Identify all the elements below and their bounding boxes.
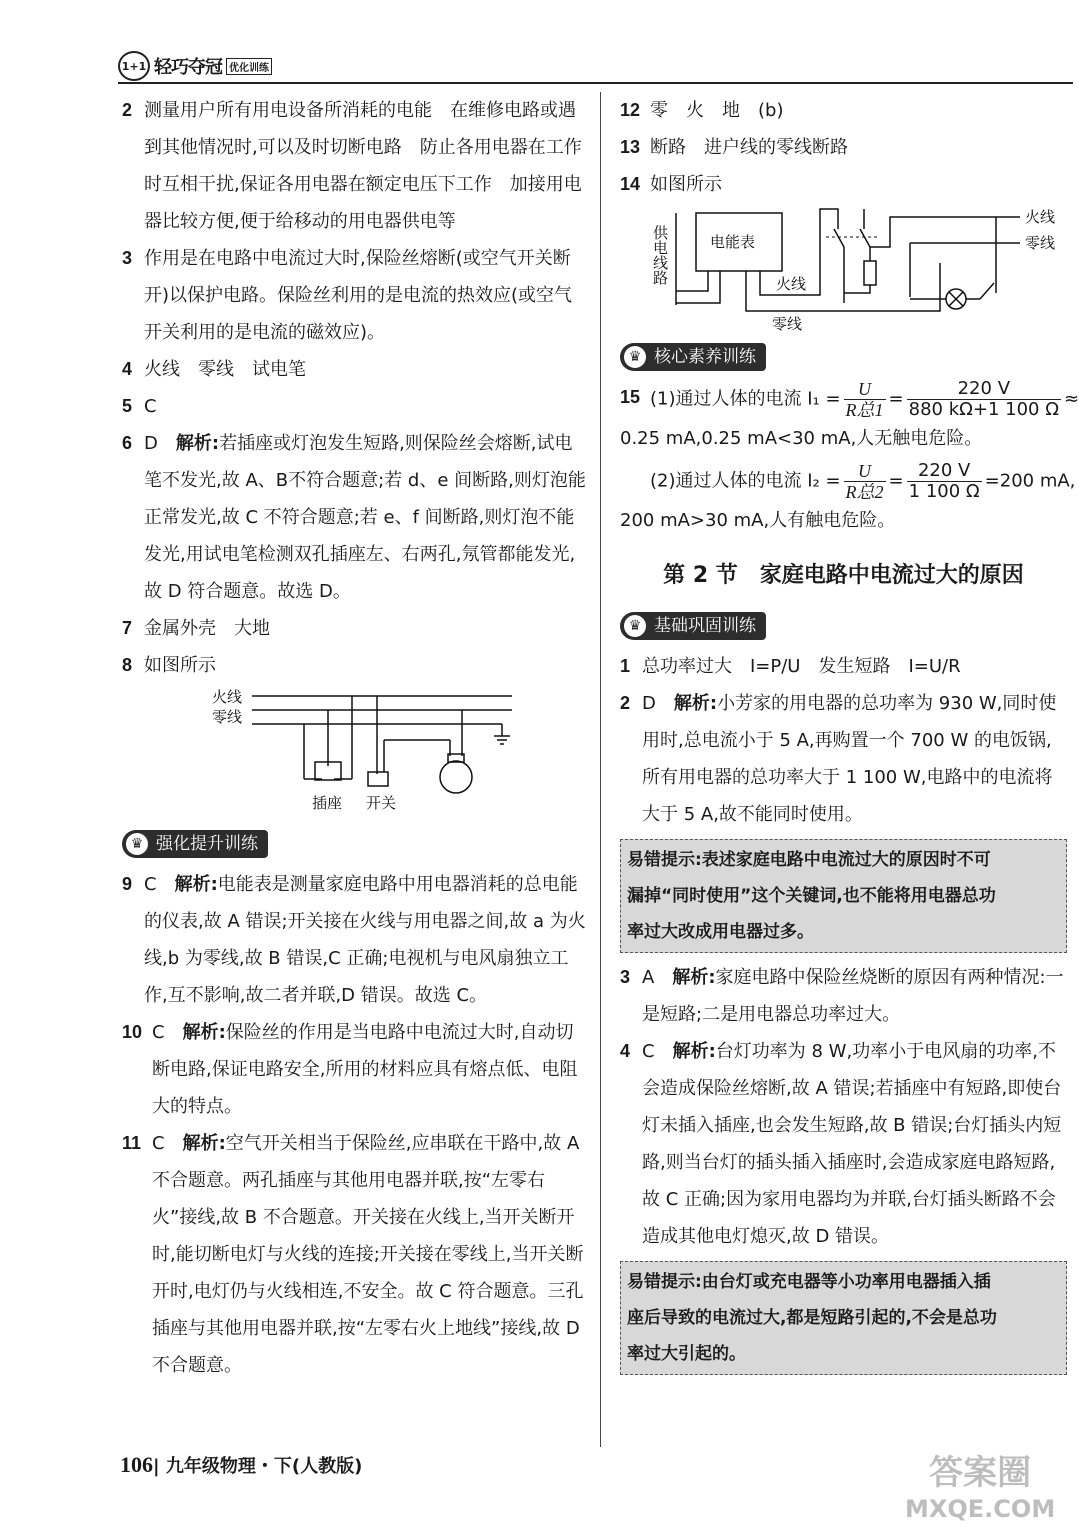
fraction: $\frac{U}{\text{R总1}}$	[845, 379, 884, 420]
watermark-url: MXQE.COM	[905, 1495, 1056, 1523]
item-number: 15	[620, 387, 641, 407]
answer-item	[122, 92, 587, 240]
error-tip-box	[620, 839, 1067, 953]
section-banner-basic	[620, 612, 766, 640]
right-column: 12 零 火 地 (b) 13 断路 进户线的零线断路 14 如图所示 供电线路 电能表 零线 火线 火线 零线 ♛ 核心素养训练 15 (1)通过人体的电流 I₁ = $\frac{U}{\text{R总1}}$ = $\frac{220 V}{880 k\Omega+1 100 \Omega}$ ≈ 0.25 mA,0.25 mA<30 mA,人无触电危险。 (2)通过人体的电流 I₂ = $\frac{U}{\text{R总2}}$ = $\frac{220 V}{1 100 \Omega}$ =200 mA, 200 mA>30 mA,人有触电危险。 第 2 节 家庭电路中电流过大的原因 ♛ 基础巩固训练 1 总功率过大 I=P/U 发生短路 I=U/R 2 D 解析:小芳家的用电器的总功率为 930 W,同时使用时,总电流小于 5 A,再购置一个 700 W 的电饭锅,所有用电器的总功率大于 1 100 W,电路中的电流将大于 5 A,故不能同时使用。 易错提示:表述家庭电路中电流过大的原因时不可 漏掉“同时使用”这个关键词,也不能将用电器总功 率过大改成用电器过多。 3 A 解析:家庭电路中保险丝烧断的原因有两种情况:一是短路;二是用电器总功率过大。 4 C 解析:台灯功率为 8 W,功率小于电风扇的功率,不会造成保险丝熔断,故 A 错误;若插座中有短路,即使台灯未插入插座,也会发生短路,故 B 错误;台灯插头内短路,则当台灯的插头插入插座时,会造成家庭电路短路,故 C 正确;因为家用电器均为并联,台灯插头断路不会造成其他电灯熄灭,故 D 错误。 易错提示:由台灯或充电器等小功率用电器插入插 座后导致的电流过大,都是短路引起的,不会是总功 率过大引起的。	[620, 92, 1067, 1381]
crown-icon: ♛	[624, 346, 646, 368]
watermark-text: 答案圈	[929, 1453, 1032, 1493]
page-number: 106	[120, 1452, 153, 1477]
item-text: 0.25 mA,0.25 mA<30 mA,人无触电危险。	[620, 428, 983, 449]
answer-choice: D	[642, 693, 656, 714]
watermark	[905, 1455, 1055, 1527]
item-text: 零 火 地 (b)	[650, 100, 784, 121]
energy-meter-label: 电能表	[710, 233, 756, 251]
item-number: 7	[122, 618, 133, 638]
neutral-wire-label: 零线	[1025, 234, 1056, 252]
answer-item	[122, 351, 587, 388]
logo-text: 轻巧夺冠	[154, 57, 222, 78]
item-number: 9	[122, 874, 133, 894]
item-number: 2	[122, 100, 133, 120]
item-number: 13	[620, 137, 641, 157]
analysis-label: 解析:	[672, 1041, 716, 1062]
answer-item	[122, 647, 587, 684]
answer-item	[620, 166, 1067, 203]
answer-item	[122, 240, 587, 351]
item-text: 电能表是测量家庭电路中用电器消耗的总电能的仪表,故 A 错误;开关接在火线与用电器之间,故 a 为火线,b 为零线,故 B 错误,C 正确;电视机与电风扇独立工作,互不影响,故二者并联,D 错误。故选 C。	[144, 874, 586, 1006]
answer-item	[122, 1125, 587, 1384]
banner-label: 核心素养训练	[654, 346, 756, 367]
neutral-in-label: 零线	[772, 315, 803, 333]
item-number: 1	[620, 656, 631, 676]
item-number: 14	[620, 174, 641, 194]
answer-item	[620, 1033, 1067, 1255]
page-footer: 106| 九年级物理・下(人教版)	[120, 1452, 363, 1477]
item-number: 12	[620, 100, 641, 120]
item-number: 8	[122, 655, 133, 675]
socket-label: 插座	[312, 794, 343, 812]
tip-line: 率过大引起的。	[627, 1344, 746, 1364]
item-number: 11	[122, 1133, 142, 1153]
answer-item	[122, 866, 587, 1014]
item-text: 家庭电路中保险丝烧断的原因有两种情况:一是短路;二是用电器总功率过大。	[642, 967, 1064, 1025]
item-number: 3	[620, 967, 631, 987]
wiring-diagram-meter	[620, 203, 1067, 333]
main-switch-live	[834, 229, 844, 247]
item-number: 6	[122, 433, 133, 453]
fraction: $\frac{U}{\text{R总2}}$	[845, 461, 884, 502]
tip-line: 座后导致的电流过大,都是短路引起的,不会是总功	[627, 1308, 997, 1328]
logo-subtitle: 优化训练	[226, 58, 272, 75]
error-tip-box	[620, 1261, 1067, 1375]
item-text: 火线 零线 试电笔	[144, 359, 306, 380]
item-number: 10	[122, 1022, 143, 1042]
tip-line: 漏掉“同时使用”这个关键词,也不能将用电器总功	[627, 886, 996, 906]
lamp-bulb-icon	[440, 761, 472, 793]
item-number: 4	[620, 1041, 631, 1061]
live-in-label: 火线	[776, 275, 807, 293]
item-text: 如图所示	[650, 174, 722, 195]
header-rule	[118, 82, 1073, 84]
banner-label: 强化提升训练	[156, 833, 258, 854]
section-title: 第 2 节 家庭电路中电流过大的原因	[663, 563, 1024, 588]
supply-label: 供电线路	[651, 225, 669, 285]
item-text: 断路 进户线的零线断路	[650, 137, 848, 158]
fraction: $\frac{220 V}{880 k\Omega+1 100 \Omega}$	[908, 378, 1059, 420]
main-switch-neutral	[860, 229, 870, 247]
item-text: 如图所示	[144, 655, 216, 676]
analysis-label: 解析:	[672, 967, 716, 988]
analysis-label: 解析:	[182, 1133, 226, 1154]
item-text: 200 mA>30 mA,人有触电危险。	[620, 510, 896, 531]
answer-choice: C	[152, 1022, 165, 1043]
analysis-label: 解析:	[174, 874, 218, 895]
answer-item	[620, 129, 1067, 166]
item-text: 台灯功率为 8 W,功率小于电风扇的功率,不会造成保险丝熔断,故 A 错误;若插座中有短路,即使台灯未插入插座,也会发生短路,故 B 错误;台灯插头内短路,则当台灯的插头插入插座时,会造成家庭电路短路,故 C 正确;因为家用电器均为并联,台灯插头断路不会造成其他电灯熄灭,故 D 错误。	[642, 1041, 1062, 1247]
answer-item	[122, 425, 587, 610]
item-text: 若插座或灯泡发生短路,则保险丝会熔断,试电笔不发光,故 A、B不符合题意;若 d、e 间断路,则灯泡能正常发光,故 C 不符合题意;若 e、f 间断路,则灯泡不能发光,用试电笔检测双孔插座左、右两孔,氖管都能发光,故 D 符合题意。故选 D。	[144, 433, 586, 602]
live-wire-label: 火线	[1025, 208, 1056, 226]
item-text: C	[144, 396, 157, 417]
answer-item	[122, 388, 587, 425]
item-number: 4	[122, 359, 133, 379]
switch-symbol	[368, 772, 388, 786]
answer-item	[620, 648, 1067, 685]
answer-choice: D	[144, 433, 158, 454]
answer-item	[620, 685, 1067, 833]
neutral-wire-label: 零线	[212, 708, 243, 726]
banner-label: 基础巩固训练	[654, 615, 756, 636]
item-text: 作用是在电路中电流过大时,保险丝熔断(或空气开关断开)以保护电路。保险丝利用的是电流的热效应(或空气开关利用的是电流的磁效应)。	[144, 248, 573, 343]
lamp-switch	[980, 283, 994, 299]
tip-line: 率过大改成用电器过多。	[627, 922, 814, 942]
wiring-diagram-socket-switch-lamp	[122, 684, 587, 820]
fraction: $\frac{220 V}{1 100 \Omega}$	[908, 460, 980, 502]
left-column	[122, 92, 587, 1384]
answer-choice: C	[144, 874, 157, 895]
formula-text: (2)通过人体的电流 I₂ =	[650, 470, 841, 492]
answer-item	[620, 92, 1067, 129]
publisher-logo	[118, 52, 272, 80]
book-title: 九年级物理・下(人教版)	[165, 1456, 363, 1477]
item-text: 空气开关相当于保险丝,应串联在干路中,故 A 不合题意。两孔插座与其他用电器并联,按“左零右火”接线,故 B 不合题意。开关接在火线上,当开关断开时,能切断电灯与火线的连接;开关接在零线上,当开关断开时,电灯仍与火线相连,不安全。故 C 符合题意。三孔插座与其他用电器并联,按“左零右火上地线”接线,故 D 不合题意。	[152, 1133, 584, 1376]
analysis-label: 解析:	[182, 1022, 226, 1043]
crown-icon: ♛	[126, 833, 148, 855]
section-banner-core	[620, 343, 766, 371]
item-number: 5	[122, 396, 133, 416]
analysis-label: 解析:	[673, 693, 718, 714]
item-number: 2	[620, 693, 631, 713]
switch-label: 开关	[366, 794, 397, 812]
answer-item	[122, 1014, 587, 1125]
tip-line: 易错提示:表述家庭电路中电流过大的原因时不可	[627, 850, 991, 870]
tip-line: 易错提示:由台灯或充电器等小功率用电器插入插	[627, 1272, 991, 1292]
answer-item	[122, 610, 587, 647]
item-text: 测量用户所有用电设备所消耗的电能 在维修电路或遇到其他情况时,可以及时切断电路 防止各用电器在工作时互相干扰,保证各用电器在额定电压下工作 加接用电器比较方便,便于给移动的用电器供电等	[144, 100, 582, 232]
section-banner-strengthen	[122, 830, 268, 858]
column-divider	[600, 92, 601, 1447]
item-text: 金属外壳 大地	[144, 618, 270, 639]
item-text: 小芳家的用电器的总功率为 930 W,同时使用时,总电流小于 5 A,再购置一个 700 W 的电饭锅,所有用电器的总功率大于 1 100 W,电路中的电流将大于 5 A,故不能同时使用。	[642, 693, 1057, 825]
item-text: 总功率过大 I=P/U 发生短路 I=U/R	[642, 656, 961, 677]
formula-text: (1)通过人体的电流 I₁ =	[650, 388, 841, 410]
item-text: 保险丝的作用是当电路中电流过大时,自动切断电路,保证电路安全,所用的材料应具有熔点低、电阻大的特点。	[152, 1022, 578, 1117]
answer-item: 15 (1)通过人体的电流 I₁ = $\frac{U}{\text{R总1}}$ = $\frac{220 V}{880 k\Omega+1 100 \Omega}$ ≈	[620, 378, 1079, 420]
answer-item	[620, 959, 1067, 1033]
live-wire-label: 火线	[212, 688, 243, 706]
item-number: 3	[122, 248, 133, 268]
answer-choice: C	[642, 1041, 655, 1062]
crown-icon: ♛	[624, 615, 646, 637]
logo-mark: 1+1	[118, 51, 150, 81]
answer-choice: A	[642, 967, 655, 988]
analysis-label: 解析:	[175, 433, 220, 454]
answer-choice: C	[152, 1133, 165, 1154]
